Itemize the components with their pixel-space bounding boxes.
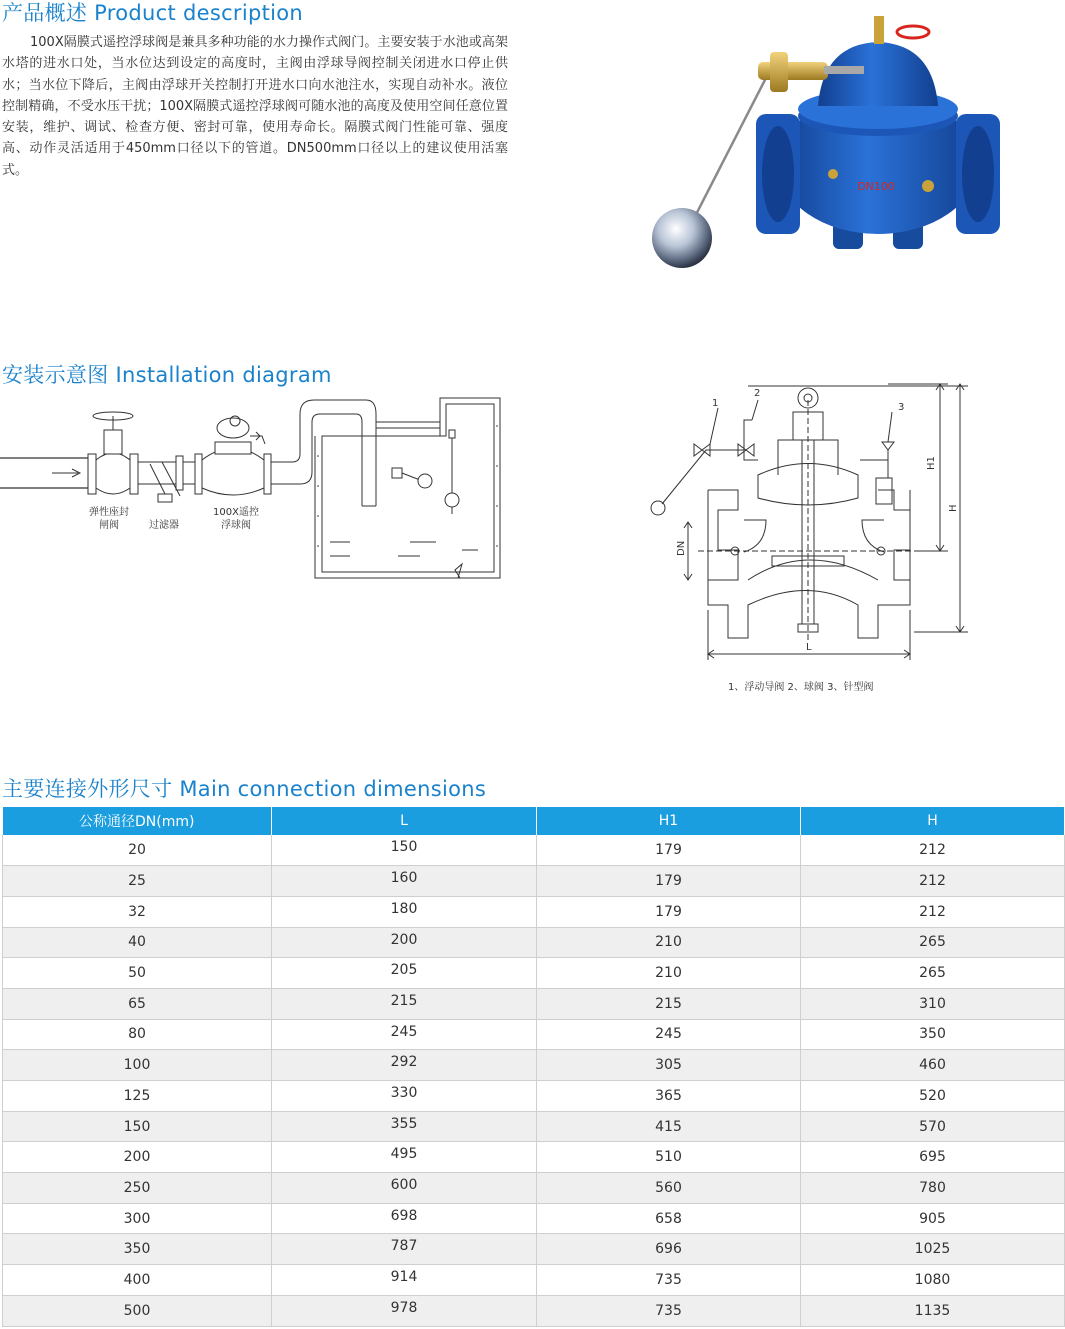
table-row (3, 835, 1065, 866)
cell-h1: 415 (537, 1111, 801, 1142)
cell-l: 292 (272, 1050, 537, 1081)
cell-l: 160 (272, 866, 537, 897)
cell-dn: 400 (3, 1265, 272, 1296)
header-h: H (801, 807, 1065, 835)
float-valve-label: 100X遥控 浮球阀 (213, 507, 259, 531)
product-description-text: 100X隔膜式遥控浮球阀是兼具多种功能的水力操作式阀门。主要安装于水池或高架水塔的进水口处，当水位达到设定的高度时，主阀由浮球导阀控制关闭进水口停止供水；当水位下降后，主阀由浮球开关控制打开进水口向水池注水，实现自动补水。液位控制精确，不受水压干扰；100X隔膜式遥控浮球阀可随水池的高度及使用空间任意位置安装，维护、调试、检查方便、密封可靠，使用寿命长。隔膜式阀门性能可靠、强度高、动作灵活适用于450mm口径以下的管道。DN500mm口径以上的建议使用活塞式。 (2, 35, 508, 178)
dim-label-l: L (806, 642, 812, 653)
installation-diagram (0, 396, 505, 588)
cell-h: 212 (801, 866, 1065, 897)
cell-dn: 350 (3, 1234, 272, 1265)
cell-l: 787 (272, 1234, 537, 1265)
table-row (3, 958, 1065, 989)
dim-label-h1: H1 (926, 456, 937, 470)
cell-h1: 658 (537, 1203, 801, 1234)
table-row (3, 1265, 1065, 1296)
cell-h: 310 (801, 988, 1065, 1019)
table-row (3, 896, 1065, 927)
cell-h1: 735 (537, 1265, 801, 1296)
cell-dn: 40 (3, 927, 272, 958)
table-row (3, 1081, 1065, 1112)
cell-h1: 560 (537, 1173, 801, 1204)
cell-h: 695 (801, 1142, 1065, 1173)
cell-h: 520 (801, 1081, 1065, 1112)
product-photo (628, 4, 1000, 294)
cell-dn: 50 (3, 958, 272, 989)
cell-l: 150 (272, 835, 537, 866)
cell-l: 245 (272, 1019, 537, 1050)
table-row (3, 1173, 1065, 1204)
cell-l: 180 (272, 896, 537, 927)
sectional-drawing (648, 380, 978, 665)
cell-dn: 32 (3, 896, 272, 927)
cell-l: 200 (272, 927, 537, 958)
table-row (3, 988, 1065, 1019)
dimensions-title: 主要连接外形尺寸 Main connection dimensions (2, 777, 487, 801)
cell-h: 212 (801, 835, 1065, 866)
cell-dn: 250 (3, 1173, 272, 1204)
cell-dn: 25 (3, 866, 272, 897)
table-row (3, 1019, 1065, 1050)
cell-h1: 179 (537, 866, 801, 897)
header-h1: H1 (537, 807, 801, 835)
cell-h: 350 (801, 1019, 1065, 1050)
cell-h: 265 (801, 958, 1065, 989)
cell-h1: 210 (537, 958, 801, 989)
cell-h1: 245 (537, 1019, 801, 1050)
cell-h: 905 (801, 1203, 1065, 1234)
cell-h1: 179 (537, 896, 801, 927)
cell-h: 1135 (801, 1295, 1065, 1326)
cell-h: 1080 (801, 1265, 1065, 1296)
cell-dn: 125 (3, 1081, 272, 1112)
cell-dn: 150 (3, 1111, 272, 1142)
cell-h1: 510 (537, 1142, 801, 1173)
header-l: L (272, 807, 537, 835)
cell-h1: 215 (537, 988, 801, 1019)
table-row (3, 1234, 1065, 1265)
table-row (3, 866, 1065, 897)
cell-dn: 500 (3, 1295, 272, 1326)
callout-2: 2 (754, 388, 761, 399)
product-description-title: 产品概述 Product description (2, 1, 304, 25)
cell-h: 570 (801, 1111, 1065, 1142)
table-row (3, 927, 1065, 958)
callout-3: 3 (898, 402, 905, 413)
cell-h: 265 (801, 927, 1065, 958)
cell-h1: 179 (537, 835, 801, 866)
cell-l: 600 (272, 1173, 537, 1204)
cell-l: 495 (272, 1142, 537, 1173)
table-row (3, 1203, 1065, 1234)
gate-valve-label: 弹性座封 闸阀 (89, 507, 129, 531)
strainer-label: 过滤器 (149, 520, 179, 531)
cell-dn: 300 (3, 1203, 272, 1234)
cell-l: 355 (272, 1111, 537, 1142)
cell-l: 698 (272, 1203, 537, 1234)
body-marking: DN100 (857, 180, 895, 193)
cell-dn: 20 (3, 835, 272, 866)
dimensions-table (2, 807, 1065, 1327)
cell-h: 212 (801, 896, 1065, 927)
cell-h1: 735 (537, 1295, 801, 1326)
cell-l: 205 (272, 958, 537, 989)
header-dn: 公称通径DN(mm) (3, 807, 272, 835)
cell-dn: 100 (3, 1050, 272, 1081)
dim-label-h: H (948, 504, 959, 512)
cell-h: 1025 (801, 1234, 1065, 1265)
dim-label-dn: DN (676, 540, 687, 556)
installation-title: 安装示意图 Installation diagram (2, 363, 332, 387)
table-row (3, 1111, 1065, 1142)
callout-1: 1 (712, 398, 719, 409)
cell-l: 215 (272, 988, 537, 1019)
cell-h1: 365 (537, 1081, 801, 1112)
cell-h1: 305 (537, 1050, 801, 1081)
cell-h: 460 (801, 1050, 1065, 1081)
cell-dn: 80 (3, 1019, 272, 1050)
cell-h1: 696 (537, 1234, 801, 1265)
cell-h1: 210 (537, 927, 801, 958)
cell-l: 330 (272, 1081, 537, 1112)
cell-h: 780 (801, 1173, 1065, 1204)
cell-l: 978 (272, 1295, 537, 1326)
cell-dn: 65 (3, 988, 272, 1019)
cell-l: 914 (272, 1265, 537, 1296)
cell-dn: 200 (3, 1142, 272, 1173)
table-row (3, 1295, 1065, 1326)
diagram-legend: 1、浮动导阀 2、球阀 3、针型阀 (728, 682, 874, 693)
table-row (3, 1142, 1065, 1173)
table-header-row (3, 807, 1065, 835)
table-row (3, 1050, 1065, 1081)
